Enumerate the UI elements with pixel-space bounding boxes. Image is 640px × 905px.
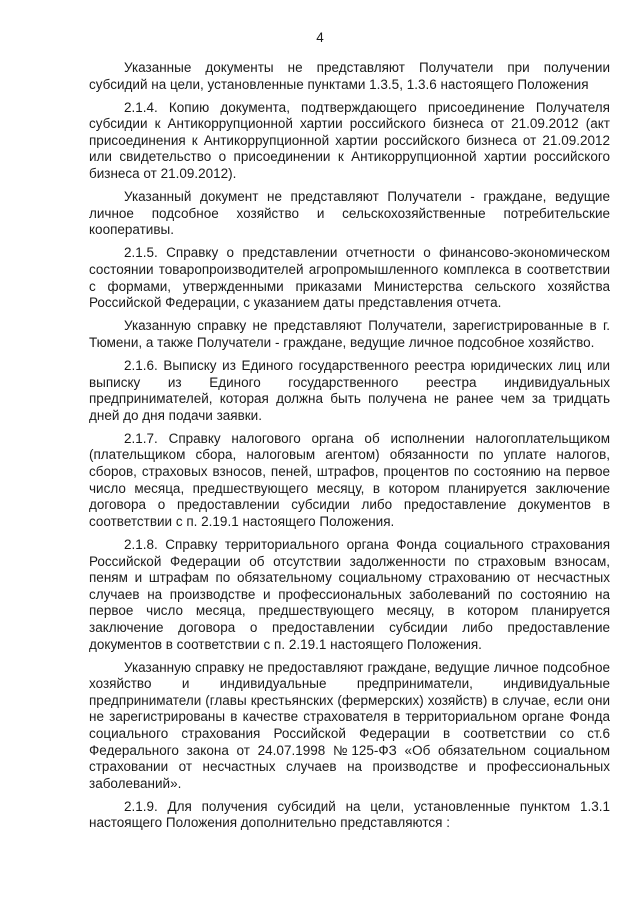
paragraph-2-1-9: 2.1.9. Для получения субсидий на цели, установленные пунктом 1.3.1 настоящего Положения дополнительно представляются : [89, 798, 610, 831]
paragraph-2-1-8-exception: Указанную справку не предоставляют граждане, ведущие личное подсобное хозяйство и индивидуальные предприниматели, индивидуальные предприниматели (главы крестьянских (фермерских) хозяйств) в случае, если они не зарегистрированы в качестве страхователя в территориальном органе Фонда социального страхования Российской Федерации в соответствии со ст.6 Федерального закона от 24.07.1998 №125-ФЗ «Об обязательном социальном страховании от несчастных случаев на производстве и профессиональных заболеваний». [89, 659, 610, 791]
paragraph-2-1-4: 2.1.4. Копию документа, подтверждающего присоединение Получателя субсидии к Антикоррупционной хартии российского бизнеса от 21.09.2012 (акт присоединения к Антикоррупционной хартии российского бизнеса от 21.09.2012 или свидетельство о присоединении к Антикоррупционной хартии российского бизнеса от 21.09.2012). [89, 99, 610, 182]
paragraph-2-1-6: 2.1.6. Выписку из Единого государственного реестра юридических лиц или выписку из Единого государственного реестра индивидуальных предпринимателей, которая должна быть получена не ранее чем за тридцать дней до дня подачи заявки. [89, 358, 610, 423]
paragraph-2-1-4-exception: Указанный документ не представляют Получатели - граждане, ведущие личное подсобное хозяйство и сельскохозяйственные потребительские кооперативы. [89, 189, 610, 238]
document-body [89, 60, 610, 839]
paragraph-2-1-5: 2.1.5. Справку о представлении отчетности о финансово-экономическом состоянии товаропроизводителей агропромышленного комплекса в соответствии с формами, утвержденными приказами Министерства сельского хозяйства Российской Федерации, с указанием даты представления отчета. [89, 245, 610, 311]
paragraph-2-1-8: 2.1.8. Справку территориального органа Фонда социального страхования Российской Федерации об отсутствии задолженности по страховым взносам, пеням и штрафам по обязательному социальному страхованию от несчастных случаев на производстве и профессиональных заболеваний по состоянию на первое число месяца, предшествующего месяцу, в котором планируется заключение договора о предоставлении субсидии либо предоставление документов в соответствии с п. 2.19.1 настоящего Положения. [89, 536, 610, 652]
page-number: 4 [316, 30, 324, 45]
paragraph-2-1-7: 2.1.7. Справку налогового органа об исполнении налогоплательщиком (плательщиком сбора, налоговым агентом) обязанности по уплате налогов, сборов, страховых взносов, пеней, штрафов, процентов по состоянию на первое число месяца, предшествующего месяцу, в котором планируется заключение договора о предоставлении субсидии либо предоставление документов в соответствии с п. 2.19.1 настоящего Положения. [89, 430, 610, 529]
paragraph-2-1-5-exception: Указанную справку не представляют Получатели, зарегистрированные в г. Тюмени, а также Получатели - граждане, ведущие личное подсобное хозяйство. [89, 318, 610, 350]
paragraph-documents-not-required: Указанные документы не представляют Получатели при получении субсидий на цели, установленные пунктами 1.3.5, 1.3.6 настоящего Положения [89, 60, 610, 92]
